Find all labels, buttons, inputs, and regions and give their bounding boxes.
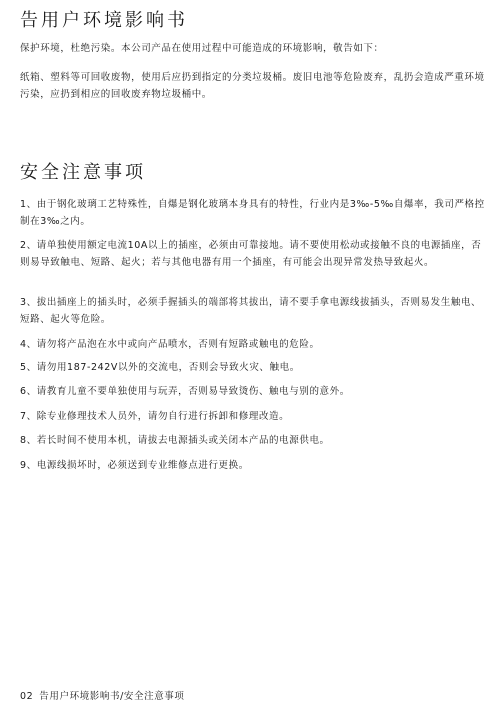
safety-item-4: 4、请勿将产品泡在水中或向产品喷水，否则有短路或触电的危险。 [20, 339, 320, 350]
safety-item-3: 3、拔出插座上的插头时，必须手握插头的端部将其拔出，请不要手拿电源线拔插头，否则易发生触电、短路、起火等危险。 [20, 297, 482, 325]
safety-item-9: 9、电源线损坏时，必须送到专业维修点进行更换。 [20, 460, 249, 471]
environment-intro: 保护环境，杜绝污染。本公司产品在使用过程中可能造成的环境影响，敬告如下： [20, 43, 384, 54]
safety-item-2: 2、请单独使用额定电流10A以上的插座，必须由可靠接地。请不要使用松动或接触不良的电源插座，否则易导致触电、短路、起火；若与其他电器有用一个插座，有可能会出现异常发热导致起火。 [20, 240, 482, 268]
safety-item-1: 1、由于钢化玻璃工艺特殊性，自爆是钢化玻璃本身具有的特性，行业内是3‰-5‰自爆率，我司严格控制在3‰之内。 [20, 199, 485, 227]
safety-item-6: 6、请教育儿童不要单独使用与玩弄，否则易导致烫伤、触电与别的意外。 [20, 386, 350, 397]
safety-item-7: 7、除专业修理技术人员外，请勿自行进行拆卸和修理改造。 [20, 411, 290, 422]
environment-title: 告用户环境影响书 [20, 10, 188, 31]
safety-item-5: 5、请勿用187-242V以外的交流电，否则会导致火灾、触电。 [20, 362, 300, 373]
page-number: 02 [20, 691, 34, 702]
footer-section-title: 告用户环境影响书/安全注意事项 [39, 691, 185, 702]
page-footer [20, 690, 185, 704]
safety-title: 安全注意事项 [20, 162, 146, 183]
safety-item-8: 8、若长时间不使用本机，请拔去电源插头或关闭本产品的电源供电。 [20, 435, 330, 446]
environment-recycling-paragraph: 纸箱、塑料等可回收废物，使用后应扔到指定的分类垃圾桶。废旧电池等危险废弃，乱扔会造成严重环境污染，应扔到相应的回收废弃物垃圾桶中。 [20, 72, 485, 100]
